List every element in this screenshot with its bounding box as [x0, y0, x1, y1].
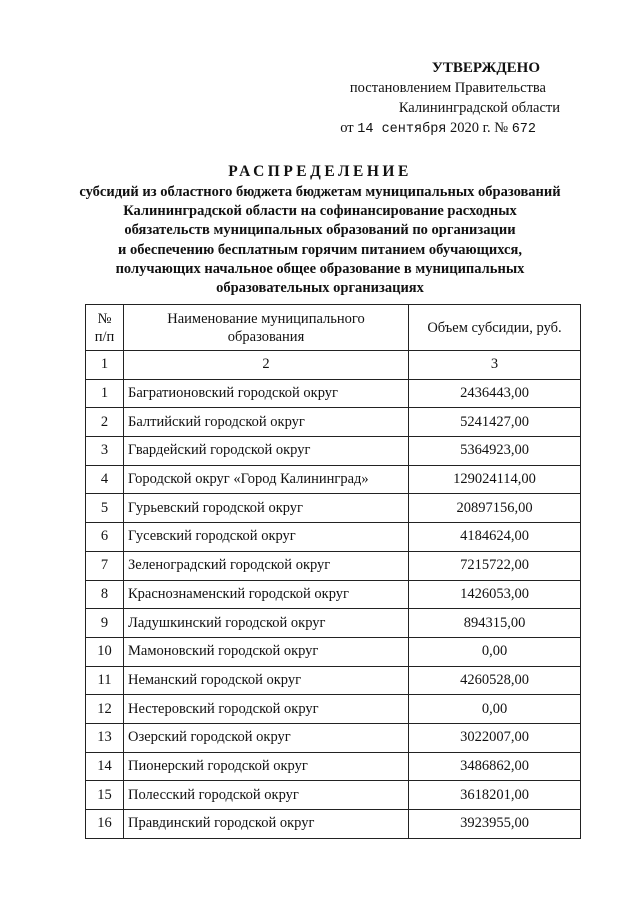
approval-block: [300, 58, 600, 140]
row-value-cell: 894315,00: [409, 609, 581, 638]
row-value-cell: 3618201,00: [409, 781, 581, 810]
table-row: [86, 494, 581, 523]
table-row: [86, 408, 581, 437]
table-row: [86, 465, 581, 494]
approval-date-year: 2020 г. №: [450, 120, 509, 136]
row-number-cell: 4: [86, 465, 124, 494]
table-row: [86, 723, 581, 752]
table-row: [86, 379, 581, 408]
document-subtitle: [40, 183, 600, 298]
row-value-cell: 5364923,00: [409, 437, 581, 466]
row-number-cell: 10: [86, 637, 124, 666]
row-number-cell: 8: [86, 580, 124, 609]
approval-line-1: постановлением Правительства: [349, 80, 546, 96]
table-row: [86, 810, 581, 839]
table-row: [86, 637, 581, 666]
approval-number-stamp: 672: [511, 122, 536, 137]
approval-title: УТВЕРЖДЕНО: [431, 60, 540, 76]
row-value-cell: 5241427,00: [409, 408, 581, 437]
header-value: Объем субсидии, руб.: [409, 305, 581, 351]
row-name-cell: Балтийский городской округ: [124, 408, 409, 437]
column-number-cell: 1: [86, 351, 124, 380]
approval-date-prefix: от: [340, 120, 354, 136]
row-value-cell: 2436443,00: [409, 379, 581, 408]
table-row: [86, 752, 581, 781]
row-number-cell: 3: [86, 437, 124, 466]
row-number-cell: 14: [86, 752, 124, 781]
row-value-cell: 20897156,00: [409, 494, 581, 523]
row-name-cell: Гусевский городской округ: [124, 523, 409, 552]
row-name-cell: Багратионовский городской округ: [124, 379, 409, 408]
row-number-cell: 1: [86, 379, 124, 408]
row-value-cell: 4184624,00: [409, 523, 581, 552]
row-value-cell: 0,00: [409, 695, 581, 724]
row-name-cell: Ладушкинский городской округ: [124, 609, 409, 638]
row-value-cell: 4260528,00: [409, 666, 581, 695]
header-number-line-2: п/п: [94, 328, 115, 345]
table-row: [86, 695, 581, 724]
subtitle-line: субсидий из областного бюджета бюджетам муниципальных образований: [79, 184, 561, 200]
table-row: [86, 781, 581, 810]
row-value-cell: 7215722,00: [409, 551, 581, 580]
row-name-cell: Гвардейский городской округ: [124, 437, 409, 466]
subtitle-line: образовательных организациях: [216, 280, 424, 297]
table-header-row: [86, 305, 581, 351]
row-name-cell: Городской округ «Город Калининград»: [124, 465, 409, 494]
row-name-cell: Гурьевский городской округ: [124, 494, 409, 523]
row-name-cell: Зеленоградский городской округ: [124, 551, 409, 580]
subtitle-line: получающих начальное общее образование в муниципальных: [115, 260, 525, 277]
row-value-cell: 3486862,00: [409, 752, 581, 781]
row-number-cell: 12: [86, 695, 124, 724]
table-row: [86, 609, 581, 638]
row-name-cell: Мамоновский городской округ: [124, 637, 409, 666]
subtitle-line: обязательств муниципальных образований по организации: [124, 222, 516, 239]
row-number-cell: 2: [86, 408, 124, 437]
row-name-cell: Озерский городской округ: [124, 723, 409, 752]
row-name-cell: Краснознаменский городской округ: [124, 580, 409, 609]
header-name-line-2: образования: [227, 328, 305, 345]
row-value-cell: 1426053,00: [409, 580, 581, 609]
column-number-cell: 3: [409, 351, 581, 380]
row-name-cell: Неманский городской округ: [124, 666, 409, 695]
table-row: [86, 523, 581, 552]
row-value-cell: 129024114,00: [409, 465, 581, 494]
subsidy-table: [85, 304, 581, 839]
row-number-cell: 13: [86, 723, 124, 752]
row-number-cell: 16: [86, 810, 124, 839]
document-title: РАСПРЕДЕЛЕНИЕ: [228, 163, 412, 180]
row-name-cell: Пионерский городской округ: [124, 752, 409, 781]
row-name-cell: Полесский городской округ: [124, 781, 409, 810]
row-number-cell: 7: [86, 551, 124, 580]
subtitle-line: и обеспечению бесплатным горячим питанием обучающихся,: [118, 241, 522, 258]
approval-date-stamp: 14 сентября: [357, 122, 447, 137]
row-value-cell: 0,00: [409, 637, 581, 666]
approval-date-line: [300, 118, 600, 140]
row-value-cell: 3923955,00: [409, 810, 581, 839]
row-name-cell: Правдинский городской округ: [124, 810, 409, 839]
header-name-line-1: Наименование муниципального: [167, 310, 365, 327]
column-number-cell: 2: [124, 351, 409, 380]
header-name: [124, 305, 409, 351]
table-row: [86, 551, 581, 580]
table-row: [86, 437, 581, 466]
row-number-cell: 11: [86, 666, 124, 695]
row-number-cell: 5: [86, 494, 124, 523]
row-value-cell: 3022007,00: [409, 723, 581, 752]
table-row: [86, 666, 581, 695]
header-number: [86, 305, 124, 351]
row-number-cell: 15: [86, 781, 124, 810]
approval-line-2: Калининградской области: [398, 100, 560, 116]
row-number-cell: 6: [86, 523, 124, 552]
row-name-cell: Нестеровский городской округ: [124, 695, 409, 724]
row-number-cell: 9: [86, 609, 124, 638]
table-row: [86, 580, 581, 609]
table-body: [86, 351, 581, 839]
header-number-line-1: №: [97, 310, 112, 327]
subtitle-line: Калининградской области на софинансирование расходных: [123, 203, 517, 220]
column-numbers-row: [86, 351, 581, 380]
